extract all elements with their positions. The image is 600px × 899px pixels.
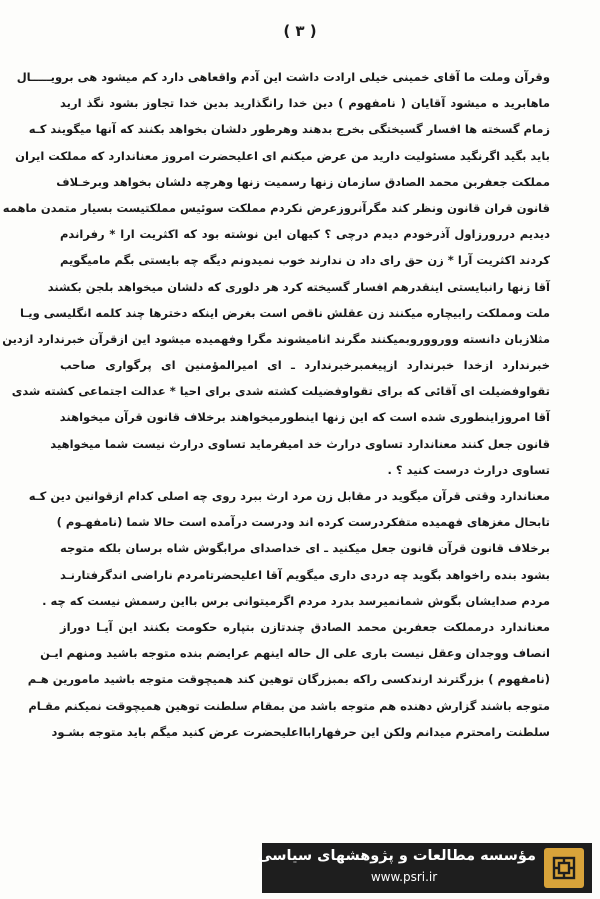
text-line: مردم صدایشان بگوش شمانمیرسد بدرد مردم اگرمیتوانی برس بااین رسمش نیست که چه . [42,593,550,608]
institute-knot-logo-icon [544,848,584,888]
text-line: آقا امروزاینطوری شده است که این زنها اینطورمیخواهند برخلاف قانون قرآن میخواهند [59,410,550,425]
institute-name: مؤسسه مطالعات و پژوهشهای سیاسی [257,848,536,864]
text-line: قانون جعل کنند معناندارد تساوی درارث خد امیفرماید تساوی درارث نیست شما میخواهید [50,436,550,451]
text-line: خبرندارد ازخدا خبرندارد ازپیغمبرخبرندارد ـ ای امیرالمؤمنین ای پرگواری صاحب [60,358,550,373]
text-line: وقرآن وملت ما آقای خمینی خیلی ارادت داشت این آدم واقعاهی دارد کم میشود هی برویـــــال [16,70,550,84]
text-line: ماهابرید ه میشود آقایان ( نامفهوم ) دین خدا رانگذارید بدین خدا تجاوز بشود نگذ ارید [60,96,550,111]
text-line: آقا زنها رانبایستی اینقدرهم افسار گسیخته کرد هر دلوری که دلشان میخواهد بلجن بکشند [47,279,550,294]
text-line: دیدیم دررورزاول آذرخودم دیدم درچی ؟ کیهان این نوشته بود که اکثریت ارا * رفراندم [60,227,550,242]
text-line: باید بگید اگرنگید مسئولیت دارید من عرض میکنم ای اعلیحضرت امروز معناندارد که مملکت ایران [15,148,550,163]
text-line: ملت ومملکت رابیچاره میکنند زن عقلش ناقص است بغرض اینکه دخترها چند کلمه انگلیسی ویـا [20,305,550,320]
text-line: (نامفهوم ) بزرگترند ارندکسی راکه بمبزرگان توهین کند همیچوقت متوجه باشید مامورین هـم [27,672,550,687]
body-text [2,64,550,745]
text-line: زمام گسخته ها افسار گسیختگی بخرج بدهند وهرطور دلشان بخواهد بکنند که آنها میگویند کـه [28,122,550,137]
text-line: انصاف ووجدان وعقل نیست باری علی ال حاله اینهم عرایضم بنده متوجه باشید ومنهم ایـن [40,646,550,661]
text-line: معناندارد وقتی قرآن میگوید در مقابل زن مرد ارث ببرد روی چه اصلی کدام ازقوانین دین کـه [28,489,550,503]
institute-watermark [257,843,592,893]
page-number: ( ۳ ) [283,22,317,40]
text-line: کردند اکثریت آرا * زن حق رای داد ن ندارند خوب نمیدونم دیگه چه بایستی بگم مامیگویم [59,253,550,268]
text-line: برخلاف قانون قرآن قانون جعل میکنید ـ ای خداصدای مرابگوش شاه برسان بلکه متوجه [60,541,550,556]
knot-logo-icon [552,856,576,880]
text-line: تابحال مغزهای فهمیده متفکردرست کرده اند ودرست درآمده است حالا شما (نامفهـوم ) [56,515,550,530]
text-line: مملکت جعفربن محمد الصادق سازمان زنها رسمیت زنها وهرچه دلشان بخواهد وبرخـلاف [56,174,550,189]
text-line: متوجه باشند گزارش دهنده هم متوجه باشد من بمقام سلطنت توهین همیچوقت نمیکنم مقـام [28,698,550,713]
text-line: تساوی درارث درست کنید ؟ . [387,462,550,477]
text-line: قانون قران قانون ونظر کند مگرآنروزعرض نکردم مملکت سوئیس مملکتیست بسیار متمدن ماهمه [2,200,550,215]
text-line: معناندارد درمملکت جعفربن محمد الصادق چندتازن بتپاره حکومت بکنند این آیـا دوراز [60,619,550,634]
text-line: بشود بنده راخواهد بگوید چه دردی داری میگویم آقا اعلیحضرتامردم ناراضی اندگرفتارنـد [60,567,550,582]
institute-url: www.psri.ir [370,870,438,884]
text-line: سلطنت رامحترم میدانم ولکن این حرفهارابااعلیحضرت عرض کنید میگم باید متوجه بشـود [51,724,550,739]
text-line: مثلازبان دانسته وورووروبمیکنند مگرند انامیشوند مگرا وفهمیده میشود این ازقرآن خبرندارد ازدین [2,331,550,346]
text-line: تقواوفضیلت ای آقائی که برای تقواوفضیلت کشته شدی برای احیا * عدالت اجتماعی کشته شدی [11,384,550,399]
